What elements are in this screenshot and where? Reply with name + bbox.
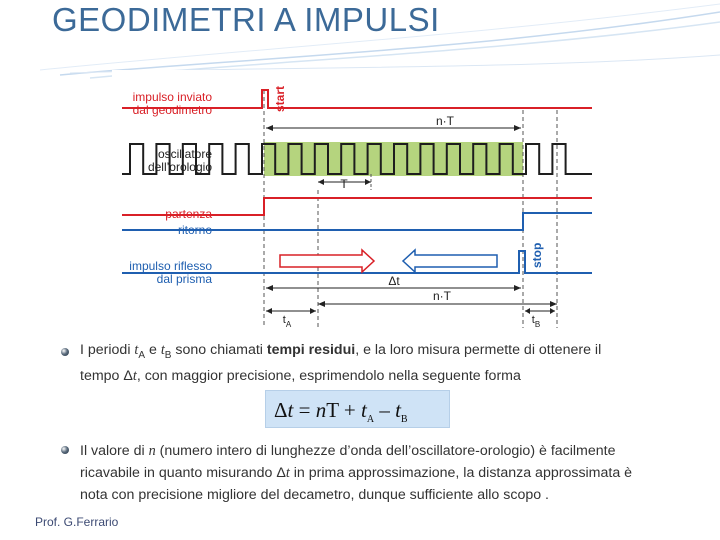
bullet-1-text: I periodi $t_A$ e $t_B$ sono chiamati tempi residui, e la loro misura permette di ottenere il tempo Δt, con maggior precisione, esprimendolo nella seguente forma — [80, 342, 602, 384]
label-nT-top: n·T — [436, 114, 454, 128]
bullet-icon — [61, 446, 69, 454]
formula-box: Δt = nT + $t_A - t_B$ — [265, 390, 450, 428]
label-riflesso-2: dal prisma — [156, 272, 212, 286]
bullet-icon — [61, 348, 69, 356]
timing-diagram — [112, 70, 602, 335]
label-riflesso-1: impulso riflesso — [129, 259, 212, 273]
label-oscillatore-2: dell’orologio — [147, 160, 212, 174]
label-partenza: partenza — [165, 207, 212, 221]
footer-author: Prof. G.Ferrario — [35, 515, 119, 529]
label-tA: $t_A$ — [282, 314, 292, 329]
bullet-2-text: Il valore di n (numero intero di lunghezze d’onda dell’oscillatore-orologio) è facilmente ricavabile in quanto misurando Δt in prima approssimazione, la distanza approssimata è nota con precisione migliore del decametro, dunque sufficiente allo scopo . — [80, 443, 633, 503]
label-oscillatore-1: oscillatore — [157, 147, 212, 161]
label-impulso-1: impulso inviato — [132, 90, 212, 104]
label-stop: stop — [530, 242, 544, 268]
label-ritorno: ritorno — [177, 223, 212, 237]
label-start: start — [273, 85, 287, 112]
label-delta-t: Δt — [388, 274, 400, 288]
label-impulso-2: dal geodimetro — [132, 103, 212, 117]
slide-title: GEODIMETRI A IMPULSI — [52, 1, 440, 38]
label-tB: $t_B$ — [531, 314, 541, 329]
label-nT-bottom: n·T — [433, 289, 451, 303]
label-T: T — [340, 177, 348, 191]
